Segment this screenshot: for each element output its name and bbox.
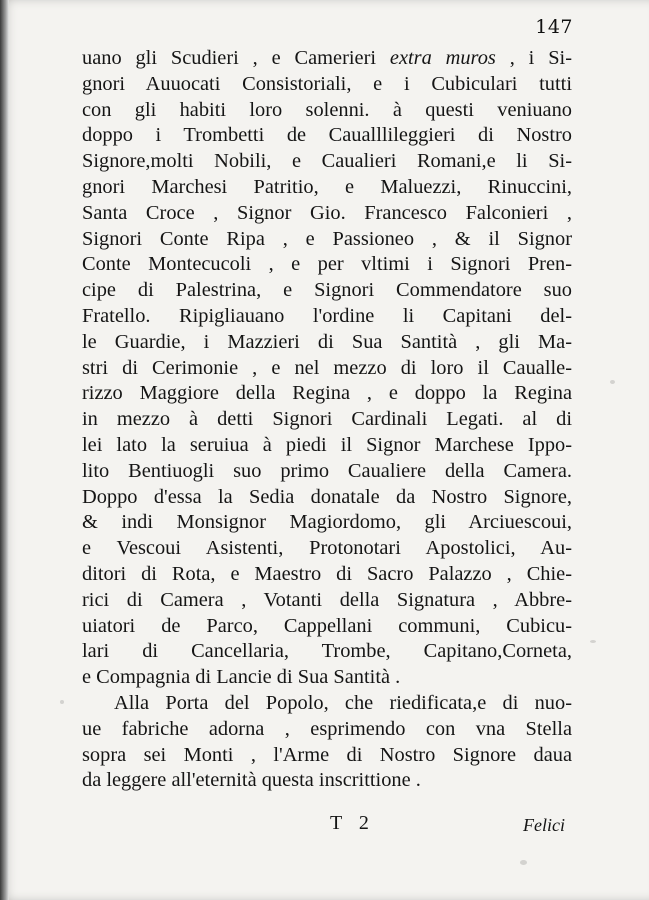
text-line: con gli habiti loro solenni. à questi veniuano (82, 98, 572, 121)
paper-speck (520, 860, 527, 865)
text-line: in mezzo à detti Signori Cardinali Legati. al di (82, 408, 572, 431)
page-number: 147 (535, 16, 573, 38)
text-line (82, 46, 572, 72)
text-line: doppo i Trombetti de Caualllileggieri di Nostro (82, 124, 572, 147)
text-line: Fratello. Ripigliauano l'ordine li Capitani del- (82, 304, 572, 327)
text-line: lei lato la seruiua à piedi il Signor Marchese Ippo- (82, 433, 572, 456)
text-line: Conte Montecucoli , e per vltimi i Signori Pren- (82, 253, 572, 276)
text-line: rizzo Maggiore della Regina , e doppo la Regina (82, 382, 572, 405)
text-line: cipe di Palestrina, e Signori Commendatore suo (82, 279, 572, 302)
paper-speck (60, 700, 64, 704)
text-line: lito Bentiuogli suo primo Caualiere della Camera. (82, 459, 572, 482)
paragraph-end-line: e Compagnia di Lancie di Sua Santità . (82, 666, 401, 689)
text-line: uiatori de Parco, Cappellani communi, Cubicu- (82, 614, 572, 637)
text-line: stri di Cerimonie , e nel mezzo di loro il Caualle- (82, 356, 572, 379)
body-text (82, 46, 572, 794)
text-line: rici di Camera , Votanti della Signatura , Abbre- (82, 588, 572, 611)
text-line: le Guardie, i Mazzieri di Sua Santità , gli Ma- (82, 330, 572, 353)
paragraph-start-line: Alla Porta del Popolo, che riedificata,e di nuo- (114, 691, 572, 714)
text-line: ue fabriche adorna , esprimendo con vna Stella (82, 717, 572, 740)
paper-speck (610, 380, 615, 384)
text-line: Signore,molti Nobili, e Caualieri Romani,e li Si- (82, 150, 572, 173)
text-line: gnori Auuocati Consistoriali, e i Cubiculari tutti (82, 72, 572, 95)
page-gutter-shadow (0, 0, 9, 900)
text-line: Doppo d'essa la Sedia donatale da Nostro Signore, (82, 485, 572, 508)
text-line-end: , i Si- (495, 47, 572, 69)
paragraph-end-line: da leggere all'eternità questa inscrittione . (82, 769, 421, 792)
italic-phrase: extra muros (389, 47, 496, 69)
text-line: Santa Croce , Signor Gio. Francesco Falconieri , (82, 201, 572, 224)
signature-mark: T 2 (330, 812, 375, 834)
paper-speck (590, 640, 596, 643)
text-line: gnori Marchesi Patritio, e Maluezzi, Rinuccini, (82, 175, 572, 198)
text-line: lari di Cancellaria, Trombe, Capitano,Corneta, (82, 640, 572, 663)
text-line: & indi Monsignor Magiordomo, gli Arciuescoui, (82, 511, 572, 534)
catchword: Felici (523, 815, 565, 835)
text-line: Signori Conte Ripa , e Passioneo , & il Signor (82, 227, 572, 250)
text-line: sopra sei Monti , l'Arme di Nostro Signore daua (82, 743, 572, 766)
text-line: e Vescoui Asistenti, Protonotari Apostolici, Au- (82, 537, 572, 560)
text-line-start: uano gli Scudieri , e Camerieri (82, 47, 390, 69)
text-line: ditori di Rota, e Maestro di Sacro Palazzo , Chie- (82, 562, 572, 585)
